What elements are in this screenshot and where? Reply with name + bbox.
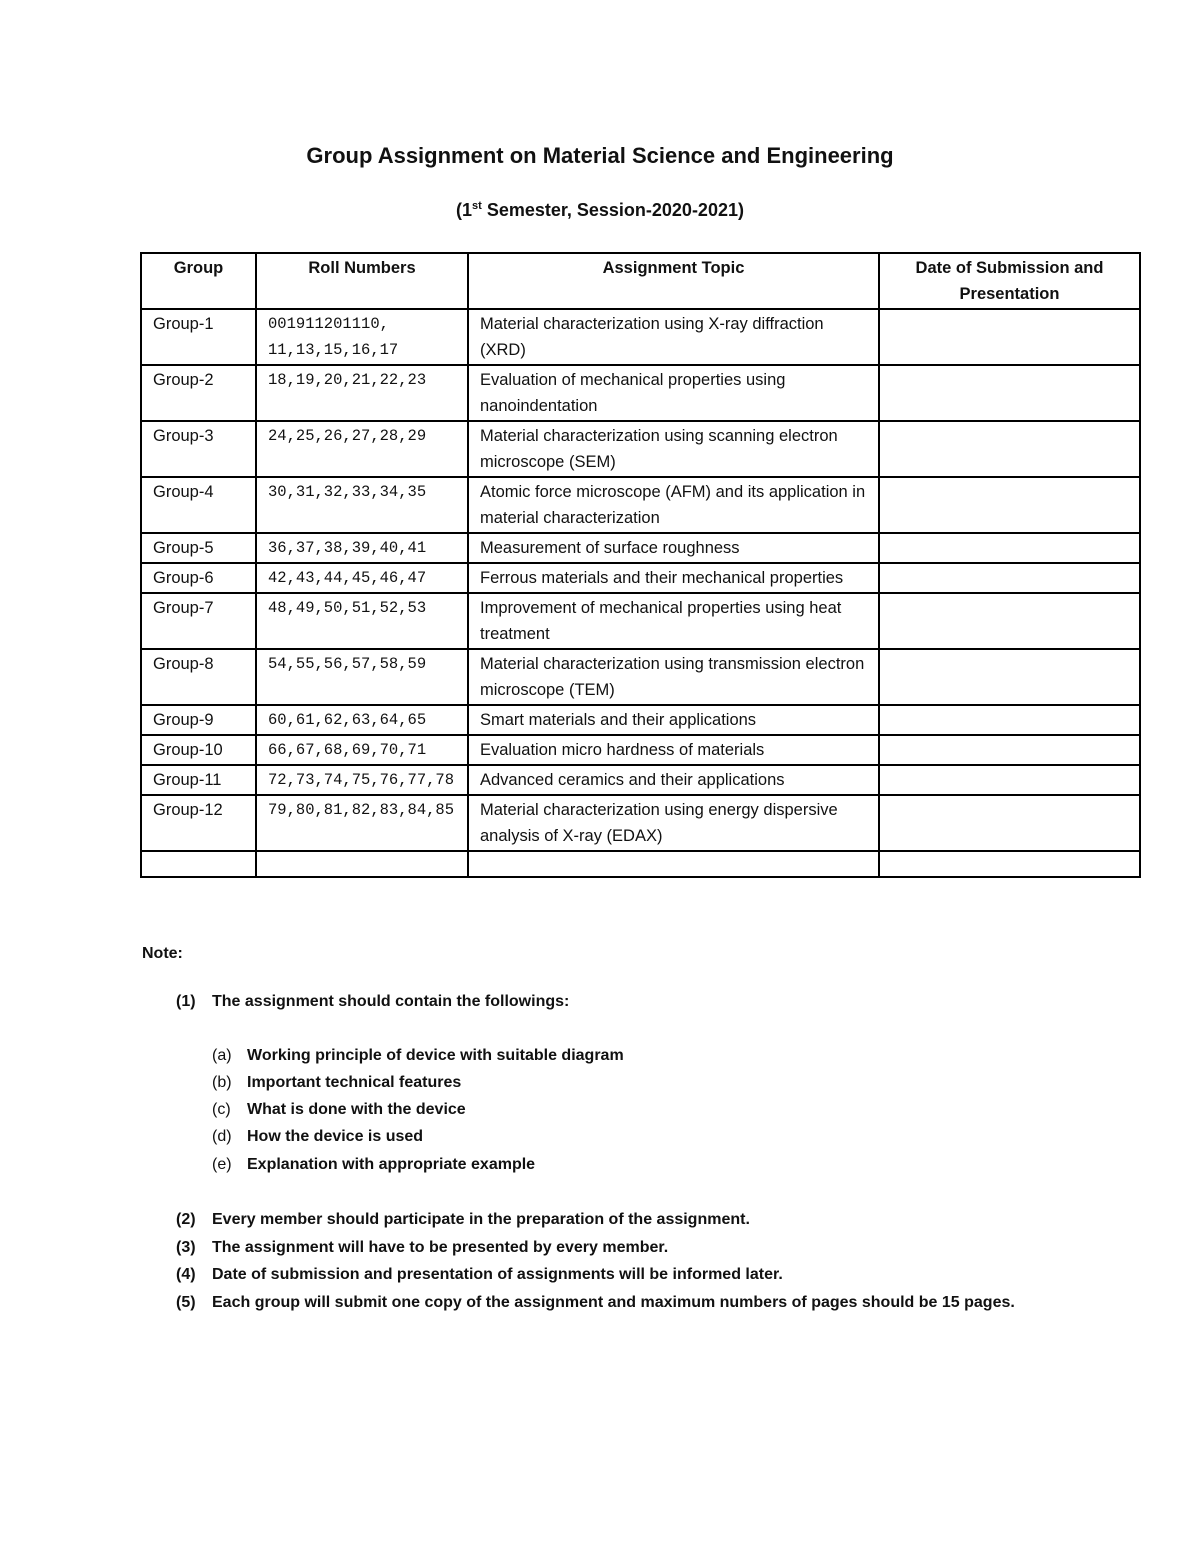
header-roll-numbers: Roll Numbers bbox=[256, 253, 468, 309]
table-row bbox=[141, 309, 1140, 365]
submission-date-cell bbox=[879, 795, 1140, 851]
roll-numbers-cell: 66,67,68,69,70,71 bbox=[256, 735, 468, 765]
sub-item-letter: (b) bbox=[212, 1074, 232, 1091]
submission-date-cell bbox=[879, 735, 1140, 765]
note-item bbox=[176, 1211, 750, 1229]
table-row bbox=[141, 649, 1140, 705]
assignment-topic-cell: Smart materials and their applications bbox=[468, 705, 879, 735]
table-row bbox=[141, 421, 1140, 477]
note-item bbox=[176, 1239, 668, 1257]
roll-numbers-cell: 18,19,20,21,22,23 bbox=[256, 365, 468, 421]
assignment-topic-cell: Measurement of surface roughness bbox=[468, 533, 879, 563]
table-row bbox=[141, 735, 1140, 765]
note-text: Date of submission and presentation of assignments will be informed later. bbox=[212, 1266, 783, 1283]
assignment-topic-cell: Atomic force microscope (AFM) and its application in material characterization bbox=[468, 477, 879, 533]
group-cell: Group-1 bbox=[141, 309, 256, 365]
header-group: Group bbox=[141, 253, 256, 309]
note-number: (1) bbox=[176, 993, 196, 1010]
sub-item-text: How the device is used bbox=[247, 1128, 424, 1145]
roll-numbers-cell: 48,49,50,51,52,53 bbox=[256, 593, 468, 649]
group-cell: Group-12 bbox=[141, 795, 256, 851]
roll-numbers-cell: 42,43,44,45,46,47 bbox=[256, 563, 468, 593]
assignment-topic-cell: Improvement of mechanical properties using heat treatment bbox=[468, 593, 879, 649]
note-sub-item bbox=[212, 1047, 624, 1065]
roll-numbers-cell: 60,61,62,63,64,65 bbox=[256, 705, 468, 735]
assignment-topic-cell: Material characterization using scanning electron microscope (SEM) bbox=[468, 421, 879, 477]
roll-numbers-cell: 72,73,74,75,76,77,78 bbox=[256, 765, 468, 795]
note-number: (4) bbox=[176, 1266, 196, 1283]
submission-date-cell bbox=[879, 765, 1140, 795]
roll-numbers-cell: 36,37,38,39,40,41 bbox=[256, 533, 468, 563]
table-header-row bbox=[141, 253, 1140, 309]
table-row bbox=[141, 795, 1140, 851]
document-title: Group Assignment on Material Science and Engineering bbox=[306, 143, 894, 168]
assignment-topic-cell: Advanced ceramics and their applications bbox=[468, 765, 879, 795]
table-row bbox=[141, 563, 1140, 593]
assignment-topic-cell: Material characterization using X-ray diffraction (XRD) bbox=[468, 309, 879, 365]
note-label: Note: bbox=[142, 945, 183, 962]
note-number: (2) bbox=[176, 1211, 196, 1228]
document-subtitle bbox=[0, 200, 1200, 221]
table-row bbox=[141, 705, 1140, 735]
empty-cell bbox=[879, 851, 1140, 877]
note-item bbox=[176, 1294, 1015, 1312]
sub-item-text: Explanation with appropriate example bbox=[247, 1156, 536, 1173]
table-row bbox=[141, 533, 1140, 563]
assignment-topic-cell: Material characterization using energy dispersive analysis of X-ray (EDAX) bbox=[468, 795, 879, 851]
sub-item-text: Working principle of device with suitable diagram bbox=[247, 1047, 624, 1064]
assignment-topic-cell: Evaluation of mechanical properties using nanoindentation bbox=[468, 365, 879, 421]
note-item bbox=[176, 1266, 783, 1284]
submission-date-cell bbox=[879, 533, 1140, 563]
note-text: The assignment should contain the followings: bbox=[212, 993, 570, 1010]
empty-cell bbox=[256, 851, 468, 877]
sub-item-letter: (c) bbox=[212, 1101, 231, 1118]
note-text: Every member should participate in the preparation of the assignment. bbox=[212, 1211, 750, 1228]
roll-numbers-cell: 79,80,81,82,83,84,85 bbox=[256, 795, 468, 851]
roll-numbers-cell: 30,31,32,33,34,35 bbox=[256, 477, 468, 533]
submission-date-cell bbox=[879, 365, 1140, 421]
assignment-topic-cell: Material characterization using transmission electron microscope (TEM) bbox=[468, 649, 879, 705]
empty-cell bbox=[468, 851, 879, 877]
roll-numbers-cell: 001911201110, 11,13,15,16,17 bbox=[256, 309, 468, 365]
group-cell: Group-11 bbox=[141, 765, 256, 795]
note-sub-item bbox=[212, 1156, 535, 1174]
assignment-topic-cell: Ferrous materials and their mechanical properties bbox=[468, 563, 879, 593]
subtitle-superscript: st bbox=[472, 200, 482, 212]
empty-cell bbox=[141, 851, 256, 877]
group-cell: Group-7 bbox=[141, 593, 256, 649]
submission-date-cell bbox=[879, 309, 1140, 365]
note-sub-item bbox=[212, 1101, 466, 1119]
sub-item-letter: (d) bbox=[212, 1128, 232, 1145]
header-date-of-submission: Date of Submission and Presentation bbox=[879, 253, 1140, 309]
roll-numbers-cell: 54,55,56,57,58,59 bbox=[256, 649, 468, 705]
submission-date-cell bbox=[879, 649, 1140, 705]
submission-date-cell bbox=[879, 477, 1140, 533]
roll-numbers-cell: 24,25,26,27,28,29 bbox=[256, 421, 468, 477]
note-item bbox=[176, 993, 569, 1011]
header-assignment-topic: Assignment Topic bbox=[468, 253, 879, 309]
subtitle-rest: Semester, Session-2020-2021) bbox=[481, 200, 744, 220]
assignment-topic-cell: Evaluation micro hardness of materials bbox=[468, 735, 879, 765]
subtitle-prefix: (1 bbox=[456, 200, 473, 220]
group-cell: Group-10 bbox=[141, 735, 256, 765]
group-cell: Group-8 bbox=[141, 649, 256, 705]
assignment-table bbox=[140, 252, 1141, 878]
table-row bbox=[141, 365, 1140, 421]
note-text: Each group will submit one copy of the assignment and maximum numbers of pages should be 15 pages. bbox=[212, 1294, 1015, 1311]
note-sub-item bbox=[212, 1074, 461, 1092]
group-cell: Group-5 bbox=[141, 533, 256, 563]
sub-item-text: What is done with the device bbox=[247, 1101, 466, 1118]
group-cell: Group-3 bbox=[141, 421, 256, 477]
group-cell: Group-9 bbox=[141, 705, 256, 735]
submission-date-cell bbox=[879, 563, 1140, 593]
note-sub-item bbox=[212, 1128, 423, 1146]
note-number: (5) bbox=[176, 1294, 196, 1311]
note-text: The assignment will have to be presented by every member. bbox=[212, 1239, 669, 1256]
sub-item-letter: (a) bbox=[212, 1047, 232, 1064]
submission-date-cell bbox=[879, 705, 1140, 735]
note-number: (3) bbox=[176, 1239, 196, 1256]
submission-date-cell bbox=[879, 421, 1140, 477]
submission-date-cell bbox=[879, 593, 1140, 649]
sub-item-text: Important technical features bbox=[247, 1074, 462, 1091]
empty-table-row bbox=[141, 851, 1140, 877]
group-cell: Group-2 bbox=[141, 365, 256, 421]
group-cell: Group-6 bbox=[141, 563, 256, 593]
sub-item-letter: (e) bbox=[212, 1156, 232, 1173]
table-row bbox=[141, 765, 1140, 795]
table-row bbox=[141, 593, 1140, 649]
table-row bbox=[141, 477, 1140, 533]
group-cell: Group-4 bbox=[141, 477, 256, 533]
